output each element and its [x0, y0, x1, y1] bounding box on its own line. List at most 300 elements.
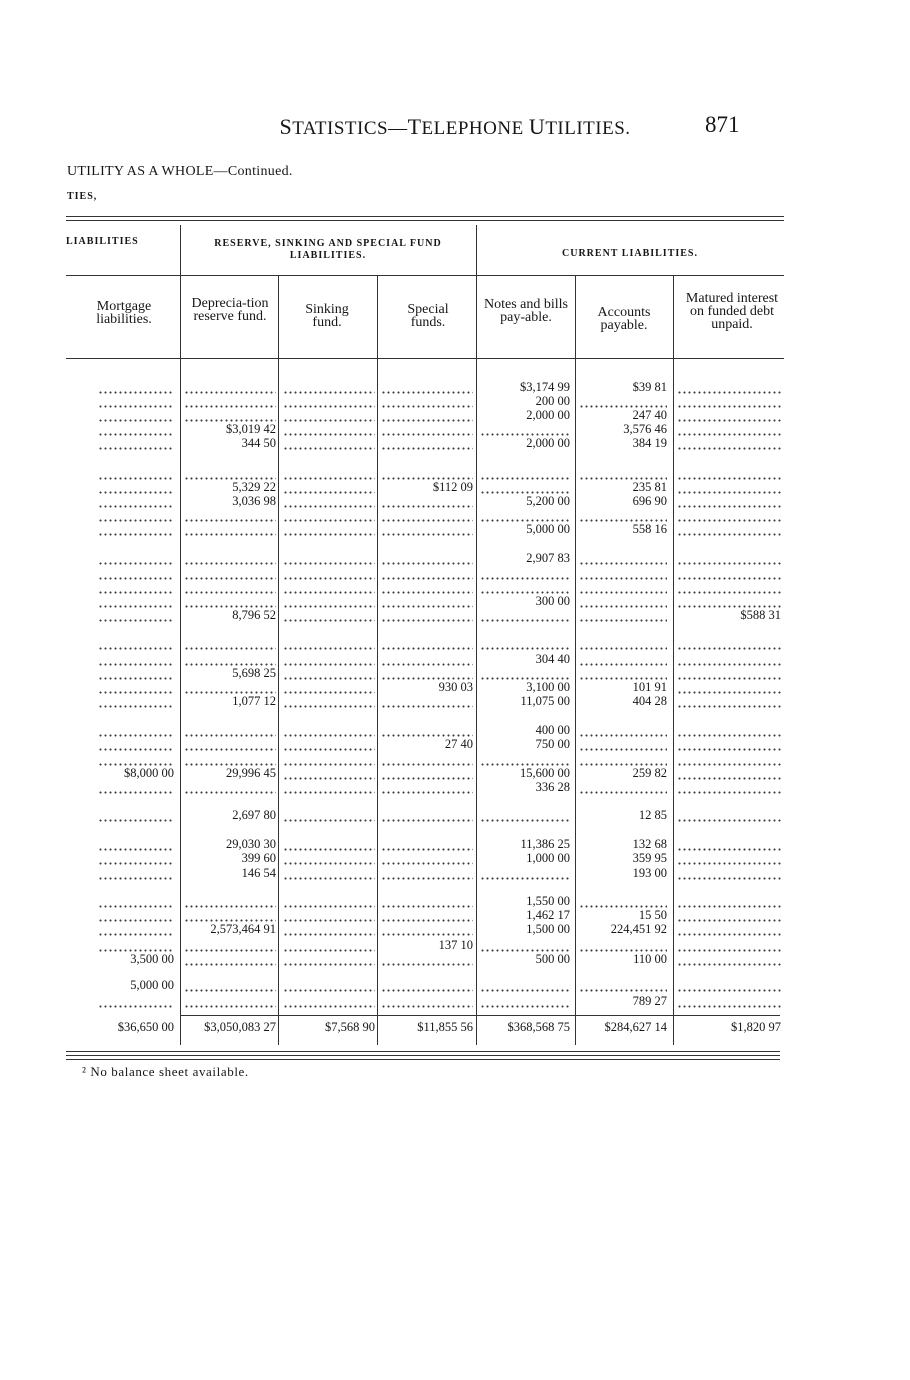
cell-mortgage: $8,000 00 [124, 766, 174, 780]
cell-mortgage [98, 594, 174, 608]
cell-depreciation [184, 636, 276, 650]
cell-matured-interest [677, 994, 781, 1008]
cell-mortgage [98, 866, 174, 880]
table-row [0, 466, 910, 480]
total-special: $11,855 56 [417, 1020, 473, 1034]
footnote: ² No balance sheet available. [82, 1064, 249, 1079]
cell-sinking [283, 580, 375, 594]
cell-accounts [579, 780, 667, 794]
cell-matured-interest: $588 31 [740, 608, 781, 622]
cell-accounts: 247 40 [632, 408, 667, 422]
cell-accounts: 110 00 [633, 952, 667, 966]
cell-matured-interest [677, 866, 781, 880]
cell-depreciation [184, 566, 276, 580]
cell-notes [480, 608, 570, 622]
cell-accounts: 384 19 [632, 436, 667, 450]
cell-notes: 3,100 00 [526, 680, 570, 694]
running-head [0, 114, 910, 140]
cell-mortgage [98, 666, 174, 680]
cell-notes [480, 866, 570, 880]
cell-sinking [283, 752, 375, 766]
table-row [0, 636, 910, 650]
cell-depreciation [184, 652, 276, 666]
cell-matured-interest [677, 652, 781, 666]
table-row [0, 566, 910, 580]
cell-depreciation [184, 952, 276, 966]
cell-depreciation [184, 522, 276, 536]
cell-special: $112 09 [432, 480, 473, 494]
table-row [0, 608, 910, 622]
cell-mortgage [98, 566, 174, 580]
table-row [0, 380, 910, 394]
cell-sinking [283, 422, 375, 436]
table-top-rule [66, 216, 784, 217]
cell-depreciation [184, 908, 276, 922]
cell-special [381, 837, 473, 851]
cell-mortgage [98, 808, 174, 822]
cell-accounts: 404 28 [632, 694, 667, 708]
cell-sinking [283, 694, 375, 708]
cell-matured-interest [677, 494, 781, 508]
cell-accounts [579, 978, 667, 992]
cell-special [381, 608, 473, 622]
cell-notes: 5,000 00 [526, 522, 570, 536]
table-row [0, 922, 910, 936]
column-header-matured-interest: Matured interest on funded debt unpaid. [685, 291, 779, 332]
cell-matured-interest [677, 422, 781, 436]
cell-depreciation: 399 60 [241, 851, 276, 865]
cell-notes [480, 752, 570, 766]
cell-special [381, 894, 473, 908]
cell-matured-interest [677, 908, 781, 922]
cell-mortgage [98, 608, 174, 622]
cell-notes: 304 40 [535, 652, 570, 666]
cell-notes: 1,550 00 [526, 894, 570, 908]
cell-mortgage [98, 522, 174, 536]
table-bottom-rule [66, 1055, 780, 1056]
table-row [0, 680, 910, 694]
cell-matured-interest [677, 636, 781, 650]
cell-mortgage [98, 394, 174, 408]
cell-mortgage [98, 652, 174, 666]
cell-notes [480, 978, 570, 992]
cell-mortgage [98, 994, 174, 1008]
cell-sinking [283, 978, 375, 992]
cell-accounts [579, 752, 667, 766]
cell-sinking [283, 566, 375, 580]
total-sinking: $7,568 90 [325, 1020, 375, 1034]
cell-special [381, 666, 473, 680]
group-header-reserve: RESERVE, SINKING AND SPECIAL FUND LIABILITIES. [214, 238, 442, 261]
cell-depreciation [184, 508, 276, 522]
table-row [0, 978, 910, 992]
group-header-liabilities: LIABILITIES [66, 236, 139, 247]
cell-depreciation [184, 752, 276, 766]
cell-depreciation [184, 723, 276, 737]
running-head-small-caps: TILITIES [545, 118, 626, 139]
cell-depreciation: 5,698 25 [232, 666, 276, 680]
cell-sinking [283, 594, 375, 608]
total-mortgage: $36,650 00 [117, 1020, 174, 1034]
cell-depreciation [184, 894, 276, 908]
cell-mortgage: 3,500 00 [130, 952, 174, 966]
cell-notes [480, 666, 570, 680]
table-row [0, 694, 910, 708]
cell-accounts [579, 466, 667, 480]
cell-mortgage [98, 380, 174, 394]
cell-depreciation [184, 680, 276, 694]
table-row [0, 766, 910, 780]
cell-accounts [579, 608, 667, 622]
cell-matured-interest [677, 436, 781, 450]
running-head-small-caps: TATISTICS [292, 118, 389, 139]
cell-special: 930 03 [438, 680, 473, 694]
cell-notes [480, 480, 570, 494]
cell-mortgage [98, 737, 174, 751]
totals-row [0, 1020, 910, 1034]
running-head-period: . [625, 118, 631, 139]
stub-fragment: TIES, [67, 191, 98, 202]
table-row [0, 580, 910, 594]
table-row [0, 494, 910, 508]
table-row [0, 480, 910, 494]
cell-matured-interest [677, 408, 781, 422]
cell-notes: 1,462 17 [526, 908, 570, 922]
cell-matured-interest [677, 851, 781, 865]
cell-sinking [283, 866, 375, 880]
cell-depreciation: 344 50 [241, 436, 276, 450]
table-row [0, 894, 910, 908]
cell-sinking [283, 723, 375, 737]
cell-notes: 2,000 00 [526, 436, 570, 450]
cell-matured-interest [677, 480, 781, 494]
cell-notes: 11,386 25 [520, 837, 570, 851]
cell-accounts: 3,576 46 [623, 422, 667, 436]
cell-special [381, 408, 473, 422]
cell-mortgage [98, 508, 174, 522]
cell-sinking [283, 780, 375, 794]
column-header-rule [66, 358, 784, 359]
cell-matured-interest [677, 666, 781, 680]
cell-accounts [579, 508, 667, 522]
cell-sinking [283, 922, 375, 936]
cell-notes: $3,174 99 [520, 380, 570, 394]
cell-mortgage [98, 480, 174, 494]
cell-special [381, 508, 473, 522]
cell-sinking [283, 551, 375, 565]
column-header-special: Special funds. [407, 302, 449, 330]
group-header-current: CURRENT LIABILITIES. [562, 248, 698, 259]
table-row [0, 422, 910, 436]
cell-special [381, 394, 473, 408]
cell-special [381, 422, 473, 436]
cell-accounts: $39 81 [632, 380, 667, 394]
cell-sinking [283, 480, 375, 494]
cell-depreciation: 1,077 12 [232, 694, 276, 708]
cell-notes: 300 00 [535, 594, 570, 608]
cell-sinking [283, 466, 375, 480]
cell-notes [480, 938, 570, 952]
table-row [0, 436, 910, 450]
table-row [0, 837, 910, 851]
cell-sinking [283, 837, 375, 851]
cell-sinking [283, 851, 375, 865]
cell-depreciation: 2,697 80 [232, 808, 276, 822]
cell-sinking [283, 608, 375, 622]
cell-accounts: 132 68 [632, 837, 667, 851]
cell-depreciation: 146 54 [241, 866, 276, 880]
cell-accounts [579, 566, 667, 580]
total-accounts: $284,627 14 [604, 1020, 667, 1034]
cell-accounts: 101 91 [632, 680, 667, 694]
cell-notes: 1,000 00 [526, 851, 570, 865]
table-row [0, 994, 910, 1008]
cell-special [381, 994, 473, 1008]
cell-matured-interest [677, 508, 781, 522]
cell-sinking [283, 808, 375, 822]
table-top-rule [66, 220, 784, 221]
cell-accounts [579, 594, 667, 608]
cell-depreciation [184, 580, 276, 594]
cell-depreciation [184, 737, 276, 751]
table-row [0, 952, 910, 966]
table-row [0, 508, 910, 522]
cell-depreciation [184, 551, 276, 565]
cell-accounts: 193 00 [632, 866, 667, 880]
footnote-rule [66, 1059, 780, 1060]
cell-special [381, 522, 473, 536]
cell-special [381, 466, 473, 480]
cell-notes [480, 994, 570, 1008]
cell-matured-interest [677, 922, 781, 936]
cell-matured-interest [677, 978, 781, 992]
cell-special [381, 908, 473, 922]
column-header-depreciation: Deprecia-tion reserve fund. [191, 296, 269, 324]
cell-notes: 500 00 [535, 952, 570, 966]
cell-mortgage [98, 922, 174, 936]
cell-sinking [283, 436, 375, 450]
cell-depreciation: 8,796 52 [232, 608, 276, 622]
cell-matured-interest [677, 594, 781, 608]
totals-rule [180, 1015, 780, 1016]
cell-mortgage [98, 894, 174, 908]
cell-matured-interest [677, 780, 781, 794]
table-row [0, 908, 910, 922]
cell-depreciation [184, 408, 276, 422]
cell-special [381, 866, 473, 880]
cell-matured-interest [677, 580, 781, 594]
cell-mortgage [98, 694, 174, 708]
cell-depreciation: 5,329 22 [232, 480, 276, 494]
cell-accounts: 12 85 [638, 808, 667, 822]
table-bottom-rule [66, 1051, 780, 1052]
cell-notes [480, 580, 570, 594]
cell-depreciation: 29,030 30 [226, 837, 276, 851]
cell-sinking [283, 522, 375, 536]
running-head-cap: S [279, 114, 293, 139]
cell-special [381, 636, 473, 650]
table-row [0, 752, 910, 766]
cell-sinking [283, 636, 375, 650]
cell-notes: 15,600 00 [520, 766, 570, 780]
table-row [0, 938, 910, 952]
cell-notes: 336 28 [535, 780, 570, 794]
cell-special: 137 10 [438, 938, 473, 952]
cell-accounts: 224,451 92 [610, 922, 667, 936]
cell-matured-interest [677, 694, 781, 708]
running-head-cap: U [528, 114, 546, 139]
cell-accounts: 359 95 [632, 851, 667, 865]
table-row [0, 851, 910, 865]
cell-depreciation [184, 466, 276, 480]
cell-sinking [283, 680, 375, 694]
table-row [0, 780, 910, 794]
cell-mortgage [98, 680, 174, 694]
cell-special [381, 551, 473, 565]
cell-accounts [579, 636, 667, 650]
cell-depreciation [184, 938, 276, 952]
group-header-rule [66, 275, 784, 276]
total-notes: $368,568 75 [507, 1020, 570, 1034]
cell-accounts [579, 580, 667, 594]
cell-special [381, 436, 473, 450]
cell-special [381, 594, 473, 608]
cell-notes [480, 636, 570, 650]
table-row [0, 394, 910, 408]
cell-accounts [579, 938, 667, 952]
column-header-notes: Notes and bills pay-able. [484, 297, 568, 325]
table-row [0, 737, 910, 751]
column-header-accounts: Accounts payable. [597, 305, 651, 333]
cell-matured-interest [677, 952, 781, 966]
cell-mortgage [98, 752, 174, 766]
cell-special [381, 978, 473, 992]
cell-notes: 200 00 [535, 394, 570, 408]
cell-special [381, 766, 473, 780]
cell-special [381, 652, 473, 666]
cell-notes: 1,500 00 [526, 922, 570, 936]
cell-depreciation [184, 978, 276, 992]
cell-mortgage: 5,000 00 [130, 978, 174, 992]
cell-special [381, 922, 473, 936]
cell-matured-interest [677, 680, 781, 694]
cell-mortgage [98, 636, 174, 650]
cell-special [381, 808, 473, 822]
cell-special [381, 851, 473, 865]
cell-sinking [283, 766, 375, 780]
cell-sinking [283, 894, 375, 908]
cell-matured-interest [677, 938, 781, 952]
cell-matured-interest [677, 766, 781, 780]
cell-matured-interest [677, 894, 781, 908]
table-row [0, 666, 910, 680]
cell-accounts: 235 81 [632, 480, 667, 494]
cell-notes: 11,075 00 [520, 694, 570, 708]
cell-mortgage [98, 408, 174, 422]
table-title: UTILITY AS A WHOLE—Continued. [67, 164, 293, 179]
cell-special [381, 694, 473, 708]
table-row [0, 866, 910, 880]
cell-accounts [579, 737, 667, 751]
cell-depreciation: 2,573,464 91 [210, 922, 276, 936]
cell-matured-interest [677, 551, 781, 565]
cell-depreciation [184, 994, 276, 1008]
cell-notes [480, 808, 570, 822]
cell-notes [480, 422, 570, 436]
cell-sinking [283, 938, 375, 952]
cell-special [381, 952, 473, 966]
cell-matured-interest [677, 752, 781, 766]
table-row [0, 551, 910, 565]
cell-accounts [579, 394, 667, 408]
cell-matured-interest [677, 380, 781, 394]
cell-sinking [283, 494, 375, 508]
cell-special [381, 780, 473, 794]
cell-mortgage [98, 580, 174, 594]
cell-sinking [283, 380, 375, 394]
cell-depreciation [184, 380, 276, 394]
cell-accounts [579, 652, 667, 666]
table-row [0, 522, 910, 536]
table-row [0, 808, 910, 822]
cell-sinking [283, 994, 375, 1008]
cell-notes: 400 00 [535, 723, 570, 737]
cell-mortgage [98, 908, 174, 922]
cell-accounts: 696 90 [632, 494, 667, 508]
cell-sinking [283, 908, 375, 922]
cell-accounts: 259 82 [632, 766, 667, 780]
cell-sinking [283, 652, 375, 666]
cell-accounts [579, 723, 667, 737]
cell-depreciation [184, 394, 276, 408]
cell-notes [480, 566, 570, 580]
cell-notes: 2,000 00 [526, 408, 570, 422]
cell-matured-interest [677, 737, 781, 751]
total-depreciation: $3,050,083 27 [204, 1020, 276, 1034]
cell-mortgage [98, 422, 174, 436]
cell-accounts [579, 551, 667, 565]
cell-matured-interest [677, 837, 781, 851]
cell-mortgage [98, 851, 174, 865]
cell-mortgage [98, 466, 174, 480]
table-row [0, 723, 910, 737]
cell-matured-interest [677, 394, 781, 408]
cell-depreciation: 29,996 45 [226, 766, 276, 780]
column-header-sinking: Sinking fund. [305, 302, 349, 330]
cell-accounts [579, 894, 667, 908]
table-row [0, 408, 910, 422]
cell-notes [480, 466, 570, 480]
cell-sinking [283, 666, 375, 680]
total-matured-interest: $1,820 97 [731, 1020, 781, 1034]
table-row [0, 652, 910, 666]
column-header-mortgage: Mortgage liabilities. [96, 299, 152, 327]
cell-notes: 750 00 [535, 737, 570, 751]
cell-mortgage [98, 780, 174, 794]
cell-mortgage [98, 938, 174, 952]
cell-sinking [283, 394, 375, 408]
cell-matured-interest [677, 466, 781, 480]
cell-special [381, 752, 473, 766]
running-head-small-caps: ELEPHONE [421, 118, 524, 139]
cell-sinking [283, 952, 375, 966]
cell-notes: 2,907 83 [526, 551, 570, 565]
cell-matured-interest [677, 723, 781, 737]
running-head-dash: — [388, 118, 408, 139]
cell-mortgage [98, 837, 174, 851]
cell-sinking [283, 508, 375, 522]
cell-mortgage [98, 551, 174, 565]
